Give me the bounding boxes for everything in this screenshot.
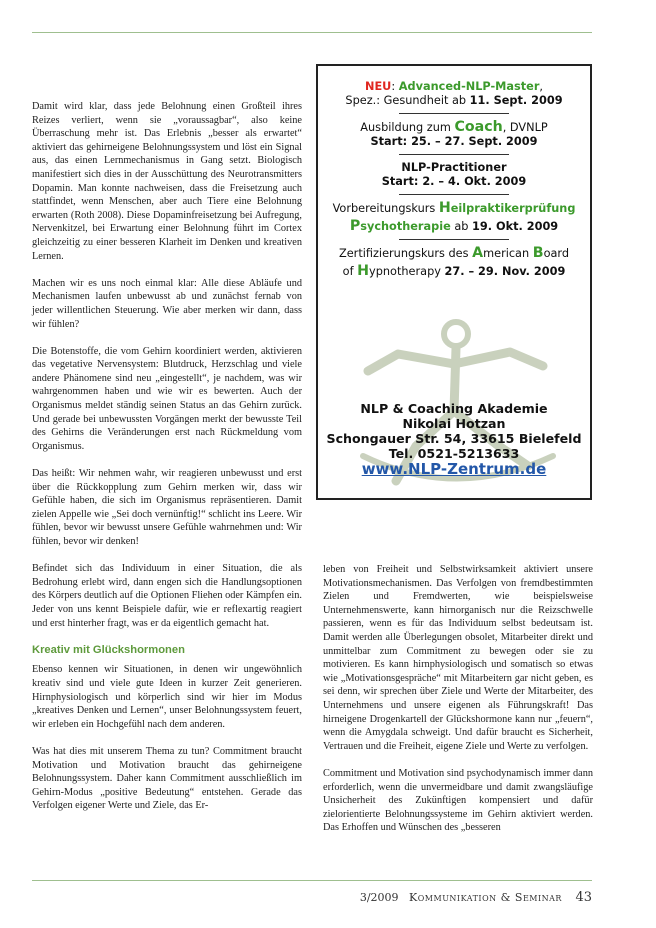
bottom-rule <box>32 880 592 881</box>
left-para-5: Befindet sich das Individuum in einer Situation, die als Bedrohung erlebt wird, dann engen sich die Handlungsoptionen des Körpers deutlich auf die Optionen Fliehen oder Kämpfen ein. Jeder von uns kennt Beispiele dafür, wie er reflexartig reagiert und erst hinterher fragt, was er da eigentlich gemacht hat. <box>32 563 302 629</box>
left-para-2: Machen wir es uns noch einmal klar: Alle diese Abläufe und Mechanismen laufen unbewusst ab und zunächst fernab von jeder willentlichen Steuerung. Wie aber merken wir dann, dass wir fühlen? <box>32 277 302 330</box>
left-para-7: Was hat dies mit unserem Thema zu tun? Commitment braucht Motivation und Motivation braucht das gehirneigene Belohnungssystem. Daher kann Commitment ausschließlich im Gehirn-Modus „positive Bedeutung“ entstehen. Gerade das Verfolgen eigener Werte und Ziele, das Er- <box>32 745 302 812</box>
spez-line: Spez.: Gesundheit ab 11. Sept. 2009 <box>345 94 563 107</box>
left-para-4: Das heißt: Wir nehmen wahr, wir reagieren unbewusst und erst über die Rückkopplung zum Gehirn merken wir, dass wir Gefühle haben, die sich im Organismus repräsentieren. Damit zielen Appelle wie „Sei doch vernünftig!“ schlicht ins Leere. Wir fühlen, bevor wir bewusst unsere Gefühle wahrnehmen und: Wir fühlen, bevor wir denken! <box>32 468 302 547</box>
heilpraktiker-line: Vorbereitungskurs Heilpraktikerprüfung <box>332 200 576 216</box>
comma: , <box>539 80 543 93</box>
coach-start: Start: 25. – 27. Sept. 2009 <box>370 135 538 148</box>
certification-line: Zertifizierungskurs des American Board <box>338 245 570 261</box>
page-number: 43 <box>575 890 592 905</box>
left-column <box>32 100 302 826</box>
website-link[interactable]: www.NLP-Zentrum.de <box>361 460 547 478</box>
psychotherapie-line: Psychotherapie ab 19. Okt. 2009 <box>349 218 559 234</box>
advertisement-box <box>316 64 592 500</box>
practitioner-title: NLP-Practitioner <box>401 161 507 174</box>
page-footer <box>0 890 592 905</box>
publication-name: Kommunikation & Seminar <box>409 891 562 904</box>
practitioner-start: Start: 2. – 4. Okt. 2009 <box>381 175 527 188</box>
divider <box>399 113 509 114</box>
spez-date: 11. Sept. 2009 <box>469 94 563 107</box>
contact-block <box>318 401 590 477</box>
issue-number: 3/2009 <box>359 891 399 904</box>
contact-person: Nikolai Hotzan <box>402 416 506 431</box>
top-rule <box>32 32 592 33</box>
right-column <box>323 563 593 848</box>
address: Schongauer Str. 54, 33615 Bielefeld <box>326 431 582 446</box>
divider <box>399 194 509 195</box>
divider <box>399 239 509 240</box>
hypnotherapy-line: of Hypnotherapy 27. – 29. Nov. 2009 <box>342 263 566 279</box>
coach-word: Coach <box>454 119 503 135</box>
phone: Tel. 0521-5213633 <box>388 446 520 461</box>
master-title: Advanced-NLP-Master <box>398 80 540 93</box>
left-para-6: Ebenso kennen wir Situationen, in denen wir ungewöhnlich kreativ sind und viele gute Ideen in kurzer Zeit generieren. Hirnphysiologisch und körperlich sind wir hier im Modus „kreatives Denken und Lernen“, unser Belohnungssystem feuert, wir erleben ein Hochgefühl nach dem anderen. <box>32 664 302 730</box>
colon: : <box>391 80 399 93</box>
academy-name: NLP & Coaching Akademie <box>360 401 548 416</box>
coach-line: Ausbildung zum Coach, DVNLP <box>360 119 548 135</box>
right-para-2: Commitment und Motivation sind psychodynamisch immer dann erforderlich, wenn die unvermeidbare und damit zwangsläufige Unsicherheit des Zukünftigen kompensiert und dafür zielorientierte Belohnungssysteme im Gehirn aktiviert werden. Das Erhoffen und Wünschen des „besseren <box>323 767 593 834</box>
section-heading: Kreativ mit Glückshormonen <box>32 643 185 656</box>
right-para-1: leben von Freiheit und Selbstwirksamkeit aktiviert unsere Motivationsmechanismen. Das Verfolgen von fremdbestimmten Zielen und Fremdwerten, wie beispielsweise Unternehmenswerte, kann hirnorganisch nur die Reizschwelle passieren, wenn es für das Individuum selbst bedeutsam ist. Damit werden alle Überlegungen obsolet, Mitarbeiter direkt und unmittelbar zum Commitment zu bewegen oder sie zu motivieren. Es kann hirnphysiologisch und somatisch so etwas wie „Motivationsgespräche“ mit Mitarbeitern gar nicht geben, es sei denn, wir sprechen über Ziele und Werte der Mitarbeiter, des Unternehmens und unsere eigenen als Führungskraft! Das hirneigene Drogenkartell der Glückshormone kann nur „feuern“, wenn die Amygdala schweigt. Und dafür braucht es Sicherheit, Vertrauen und die Freiheit, eigene Ziele und Werte zu verfolgen. <box>323 564 593 752</box>
divider <box>399 154 509 155</box>
master-line <box>318 80 590 94</box>
left-para-3: Die Botenstoffe, die vom Gehirn koordiniert werden, aktivieren das vegetative Nervensystem: Blutdruck, Herzschlag und viele andere Phänomene sind neu „eingestellt“, je nachdem, was wir wahrgenommen haben und wie wir es bewerten. Auch der Organismus meldet ständig seinen Status an das Gehirn zurück. Und gerade bei unbewussten Vorgängen merkt der bewusste Teil des Gehirns die Veränderungen erst nach Rückmeldung vom Organismus. <box>32 345 302 452</box>
new-label: NEU <box>365 80 392 93</box>
left-para-1: Damit wird klar, dass jede Belohnung einen Großteil ihres Reizes verliert, wenn sie „voraussagbar“, also keine Überraschung mehr ist. Das Erlebnis „besser als erwartet“ aktiviert das gehirneigene Belohnungssystem und löst ein Signal aus, das einen Lernmechanismus in Gang setzt. Biologisch manifestiert sich dies in der Ausschüttung des Neurotransmitters Dopamin. Man konnte nachweisen, dass die Freisetzung auch stattfindet, wenn Menschen, aber auch Tiere eine Belohnung erwarten (Roth 2008). Diese Dopaminfreisetzung bei Aufregung, Nervenkitzel, bei Erwartung einer Belohnung führt im Cortex gleichzeitig zu einer besseren Klarheit im Denken und kreativen Lernen. <box>32 101 302 262</box>
